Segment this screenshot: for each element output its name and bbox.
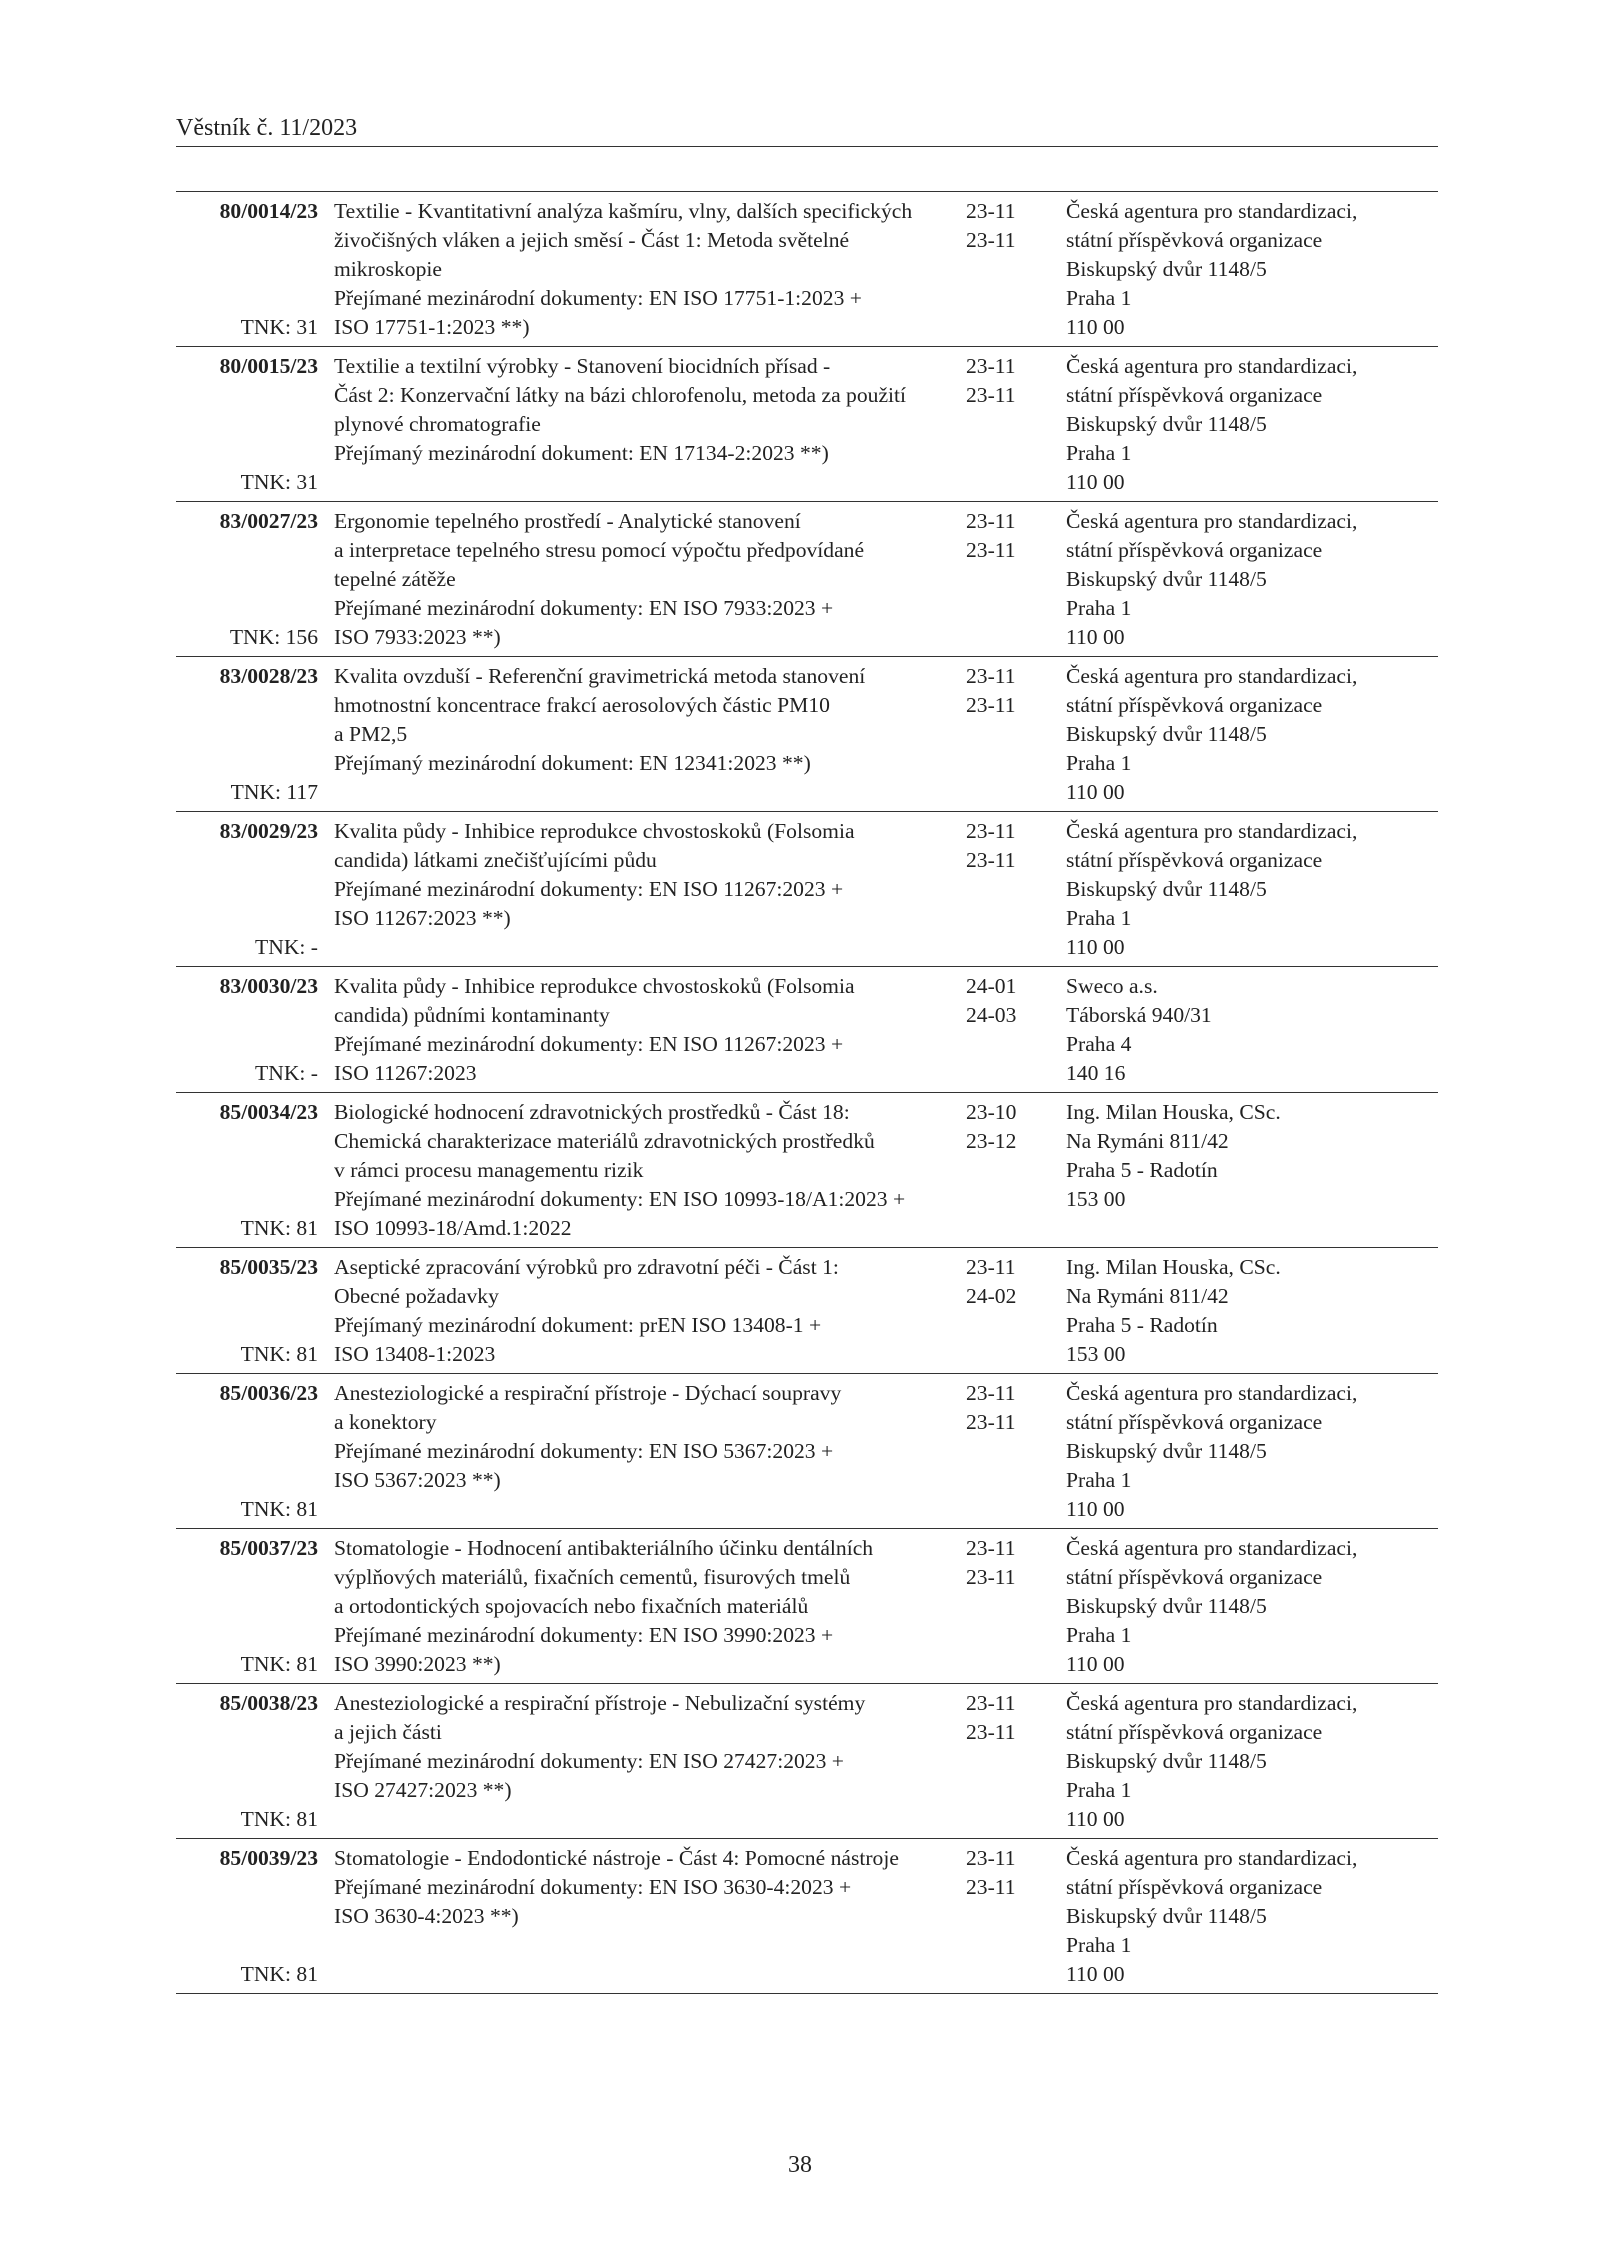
standard-title-line: hmotnostní koncentrace frakcí aerosolových částic PM10	[334, 693, 830, 717]
table-row	[176, 812, 1438, 967]
standard-title-line: a konektory	[334, 1410, 437, 1434]
standard-title-line: Přejímané mezinárodní dokumenty: EN ISO 7933:2023 +	[334, 596, 834, 620]
processor-address-line: Česká agentura pro standardizaci,	[1066, 1381, 1358, 1405]
schedule-dates-line: 23-11	[966, 1691, 1016, 1715]
project-code: 85/0038/23	[219, 1691, 318, 1715]
processor-address-line: Biskupský dvůr 1148/5	[1066, 722, 1267, 746]
schedule-dates-line: 23-11	[966, 1720, 1016, 1744]
standard-title-line: Přejímané mezinárodní dokumenty: EN ISO 3630-4:2023 +	[334, 1875, 852, 1899]
standard-title-line: Aseptické zpracování výrobků pro zdravotní péči - Část 1:	[334, 1255, 839, 1279]
processor-address-line: 110 00	[1066, 935, 1125, 959]
schedule-dates-line: 24-01	[966, 974, 1017, 998]
standard-title-line: Textilie - Kvantitativní analýza kašmíru, vlny, dalších specifických	[334, 199, 913, 223]
processor-address-line: Česká agentura pro standardizaci,	[1066, 199, 1358, 223]
processor-address-line: 110 00	[1066, 780, 1125, 804]
schedule-dates	[966, 1844, 1066, 1989]
processor-address-line: státní příspěvková organizace	[1066, 383, 1323, 407]
processor-address-line: Česká agentura pro standardizaci,	[1066, 1691, 1358, 1715]
processor-address-line: Biskupský dvůr 1148/5	[1066, 567, 1267, 591]
tnk-number: TNK: 81	[240, 1497, 318, 1521]
schedule-dates-line: 23-11	[966, 819, 1016, 843]
processor-address-line: Praha 5 - Radotín	[1066, 1158, 1218, 1182]
standard-title	[318, 352, 966, 497]
standard-title-line: Část 2: Konzervační látky na bázi chlorofenolu, metoda za použití	[334, 383, 907, 407]
processor-address-line: státní příspěvková organizace	[1066, 1875, 1323, 1899]
processor-address-line: Ing. Milan Houska, CSc.	[1066, 1100, 1281, 1124]
schedule-dates-line: 23-11	[966, 1536, 1016, 1560]
processor-address-line: Praha 1	[1066, 1468, 1132, 1492]
processor-address-line: Česká agentura pro standardizaci,	[1066, 354, 1358, 378]
standard-title-line: Kvalita půdy - Inhibice reprodukce chvostoskoků (Folsomia	[334, 974, 855, 998]
schedule-dates-line: 23-11	[966, 664, 1016, 688]
tnk-number: TNK: 81	[240, 1652, 318, 1676]
standard-title-line: candida) půdními kontaminanty	[334, 1003, 610, 1027]
schedule-dates	[966, 1253, 1066, 1369]
standard-title-line: Textilie a textilní výrobky - Stanovení biocidních přísad -	[334, 354, 831, 378]
tnk-number: TNK: 117	[230, 780, 318, 804]
processor-address-line: státní příspěvková organizace	[1066, 538, 1323, 562]
processor-address-line: Biskupský dvůr 1148/5	[1066, 1439, 1267, 1463]
schedule-dates-line: 23-11	[966, 509, 1016, 533]
standard-title-line: Anesteziologické a respirační přístroje - Dýchací soupravy	[334, 1381, 842, 1405]
processor-address-line: 110 00	[1066, 1652, 1125, 1676]
standard-title-line: Přejímaný mezinárodní dokument: EN 17134-2:2023 **)	[334, 441, 829, 465]
processor-address-line: Praha 5 - Radotín	[1066, 1313, 1218, 1337]
schedule-dates-line: 23-11	[966, 538, 1016, 562]
processor-address-line: 110 00	[1066, 1807, 1125, 1831]
standard-title-line: Přejímané mezinárodní dokumenty: EN ISO 10993-18/A1:2023 +	[334, 1187, 906, 1211]
row-identifier	[176, 817, 318, 962]
tnk-number: TNK: 31	[240, 470, 318, 494]
project-code: 85/0037/23	[219, 1536, 318, 1560]
processor-address-line: 140 16	[1066, 1061, 1126, 1085]
schedule-dates-line: 23-10	[966, 1100, 1017, 1124]
schedule-dates	[966, 817, 1066, 962]
schedule-dates	[966, 1689, 1066, 1834]
tnk-number: TNK: -	[255, 1061, 318, 1085]
table-row	[176, 192, 1438, 347]
project-code: 83/0028/23	[219, 664, 318, 688]
schedule-dates-line: 23-11	[966, 1846, 1016, 1870]
standard-title-line: Kvalita půdy - Inhibice reprodukce chvostoskoků (Folsomia	[334, 819, 855, 843]
processor-address-line: Biskupský dvůr 1148/5	[1066, 1749, 1267, 1773]
processor-address-line: 110 00	[1066, 470, 1125, 494]
project-code: 80/0015/23	[219, 354, 318, 378]
standard-title-line: živočišných vláken a jejich směsí - Část 1: Metoda světelné	[334, 228, 850, 252]
schedule-dates-line: 24-03	[966, 1003, 1017, 1027]
processor-address	[1066, 1379, 1438, 1524]
standard-title-line: Přejímané mezinárodní dokumenty: EN ISO 3990:2023 +	[334, 1623, 834, 1647]
processor-address-line: 110 00	[1066, 625, 1125, 649]
standard-title-line: ISO 27427:2023 **)	[334, 1778, 512, 1802]
standard-title-line: ISO 3630-4:2023 **)	[334, 1904, 519, 1928]
standard-title-line: Přejímaný mezinárodní dokument: prEN ISO 13408-1 +	[334, 1313, 822, 1337]
processor-address-line: Česká agentura pro standardizaci,	[1066, 1846, 1358, 1870]
table-row	[176, 1839, 1438, 1994]
standard-title-line: Stomatologie - Endodontické nástroje - Část 4: Pomocné nástroje	[334, 1846, 899, 1870]
processor-address-line: Praha 1	[1066, 1623, 1132, 1647]
standard-title-line: a ortodontických spojovacích nebo fixačních materiálů	[334, 1594, 809, 1618]
processor-address	[1066, 1253, 1438, 1369]
tnk-number: TNK: 81	[240, 1216, 318, 1240]
processor-address-line: Praha 1	[1066, 1933, 1132, 1957]
table-row	[176, 1529, 1438, 1684]
table-row	[176, 347, 1438, 502]
page-number: 38	[788, 2152, 812, 2178]
standard-title-line: výplňových materiálů, fixačních cementů, fisurových tmelů	[334, 1565, 851, 1589]
project-code: 85/0039/23	[219, 1846, 318, 1870]
schedule-dates-line: 23-11	[966, 1410, 1016, 1434]
row-identifier	[176, 352, 318, 497]
standard-title-line: Chemická charakterizace materiálů zdravotnických prostředků	[334, 1129, 875, 1153]
standard-title	[318, 1844, 966, 1989]
standard-title-line: Ergonomie tepelného prostředí - Analytické stanovení	[334, 509, 801, 533]
processor-address-line: Biskupský dvůr 1148/5	[1066, 412, 1267, 436]
standard-title-line: a jejich části	[334, 1720, 442, 1744]
standard-title-line: Přejímané mezinárodní dokumenty: EN ISO 17751-1:2023 +	[334, 286, 862, 310]
table-row	[176, 1374, 1438, 1529]
processor-address-line: Táborská 940/31	[1066, 1003, 1212, 1027]
schedule-dates-line: 23-11	[966, 354, 1016, 378]
standard-title-line: Obecné požadavky	[334, 1284, 499, 1308]
schedule-dates	[966, 1379, 1066, 1524]
row-identifier	[176, 1534, 318, 1679]
schedule-dates-line: 23-11	[966, 848, 1016, 872]
processor-address	[1066, 817, 1438, 962]
schedule-dates-line: 23-12	[966, 1129, 1017, 1153]
table-row	[176, 1684, 1438, 1839]
standard-title-line: Biologické hodnocení zdravotnických prostředků - Část 18:	[334, 1100, 850, 1124]
standard-title-line: ISO 7933:2023 **)	[334, 625, 501, 649]
processor-address-line: 110 00	[1066, 315, 1125, 339]
row-identifier	[176, 1098, 318, 1243]
processor-address	[1066, 1534, 1438, 1679]
standard-title	[318, 1253, 966, 1369]
project-code: 83/0029/23	[219, 819, 318, 843]
row-identifier	[176, 662, 318, 807]
schedule-dates-line: 23-11	[966, 199, 1016, 223]
standard-title-line: Přejímané mezinárodní dokumenty: EN ISO 11267:2023 +	[334, 1032, 844, 1056]
standard-title-line: v rámci procesu managementu rizik	[334, 1158, 644, 1182]
schedule-dates-line: 23-11	[966, 1875, 1016, 1899]
processor-address-line: Praha 1	[1066, 906, 1132, 930]
standard-title-line: a PM2,5	[334, 722, 408, 746]
processor-address-line: Česká agentura pro standardizaci,	[1066, 819, 1358, 843]
tnk-number: TNK: -	[255, 935, 318, 959]
standard-title-line: Přejímané mezinárodní dokumenty: EN ISO 11267:2023 +	[334, 877, 844, 901]
standard-title-line: Přejímané mezinárodní dokumenty: EN ISO 5367:2023 +	[334, 1439, 834, 1463]
schedule-dates-line: 23-11	[966, 1565, 1016, 1589]
page-header: Věstník č. 11/2023	[176, 115, 358, 141]
processor-address-line: Praha 1	[1066, 751, 1132, 775]
processor-address-line: Na Rymáni 811/42	[1066, 1129, 1229, 1153]
project-code: 80/0014/23	[219, 199, 318, 223]
schedule-dates	[966, 662, 1066, 807]
processor-address-line: Česká agentura pro standardizaci,	[1066, 664, 1358, 688]
row-identifier	[176, 972, 318, 1088]
row-identifier	[176, 197, 318, 342]
schedule-dates-line: 24-02	[966, 1284, 1017, 1308]
row-identifier	[176, 507, 318, 652]
processor-address-line: státní příspěvková organizace	[1066, 1410, 1323, 1434]
schedule-dates-line: 23-11	[966, 383, 1016, 407]
standard-title-line: Anesteziologické a respirační přístroje - Nebulizační systémy	[334, 1691, 866, 1715]
table-row	[176, 967, 1438, 1093]
schedule-dates	[966, 1098, 1066, 1243]
processor-address-line: státní příspěvková organizace	[1066, 228, 1323, 252]
project-code: 85/0034/23	[219, 1100, 318, 1124]
processor-address-line: 153 00	[1066, 1342, 1126, 1366]
processor-address-line: Praha 1	[1066, 286, 1132, 310]
project-code: 83/0027/23	[219, 509, 318, 533]
project-code: 85/0036/23	[219, 1381, 318, 1405]
row-identifier	[176, 1689, 318, 1834]
standards-table	[176, 191, 1438, 1994]
standard-title-line: ISO 11267:2023 **)	[334, 906, 511, 930]
processor-address-line: Praha 1	[1066, 596, 1132, 620]
standard-title-line: Kvalita ovzduší - Referenční gravimetrická metoda stanovení	[334, 664, 866, 688]
processor-address-line: 110 00	[1066, 1497, 1125, 1521]
tnk-number: TNK: 81	[240, 1807, 318, 1831]
processor-address	[1066, 1689, 1438, 1834]
schedule-dates-line: 23-11	[966, 693, 1016, 717]
schedule-dates	[966, 352, 1066, 497]
table-row	[176, 657, 1438, 812]
processor-address	[1066, 197, 1438, 342]
processor-address-line: Praha 1	[1066, 1778, 1132, 1802]
table-row	[176, 1093, 1438, 1248]
schedule-dates	[966, 197, 1066, 342]
processor-address-line: Ing. Milan Houska, CSc.	[1066, 1255, 1281, 1279]
project-code: 83/0030/23	[219, 974, 318, 998]
standard-title-line: mikroskopie	[334, 257, 442, 281]
schedule-dates-line: 23-11	[966, 1255, 1016, 1279]
processor-address-line: Česká agentura pro standardizaci,	[1066, 1536, 1358, 1560]
standard-title-line: Přejímané mezinárodní dokumenty: EN ISO 27427:2023 +	[334, 1749, 844, 1773]
schedule-dates	[966, 972, 1066, 1088]
standard-title	[318, 662, 966, 807]
standard-title-line: ISO 3990:2023 **)	[334, 1652, 501, 1676]
processor-address-line: Praha 4	[1066, 1032, 1132, 1056]
processor-address-line: státní příspěvková organizace	[1066, 1565, 1323, 1589]
schedule-dates	[966, 507, 1066, 652]
standard-title-line: a interpretace tepelného stresu pomocí výpočtu předpovídané	[334, 538, 865, 562]
processor-address-line: Biskupský dvůr 1148/5	[1066, 1594, 1267, 1618]
processor-address	[1066, 352, 1438, 497]
standard-title-line: ISO 17751-1:2023 **)	[334, 315, 530, 339]
processor-address-line: státní příspěvková organizace	[1066, 1720, 1323, 1744]
standard-title-line: Stomatologie - Hodnocení antibakteriálního účinku dentálních	[334, 1536, 874, 1560]
processor-address-line: Biskupský dvůr 1148/5	[1066, 257, 1267, 281]
processor-address-line: 153 00	[1066, 1187, 1126, 1211]
processor-address	[1066, 507, 1438, 652]
processor-address-line: 110 00	[1066, 1962, 1125, 1986]
tnk-number: TNK: 156	[229, 625, 318, 649]
schedule-dates-line: 23-11	[966, 228, 1016, 252]
row-identifier	[176, 1253, 318, 1369]
standard-title-line: ISO 13408-1:2023	[334, 1342, 496, 1366]
processor-address	[1066, 972, 1438, 1088]
processor-address-line: státní příspěvková organizace	[1066, 693, 1323, 717]
standard-title-line: ISO 11267:2023	[334, 1061, 477, 1085]
standard-title-line: tepelné zátěže	[334, 567, 456, 591]
standard-title-line: Přejímaný mezinárodní dokument: EN 12341:2023 **)	[334, 751, 811, 775]
table-row	[176, 1248, 1438, 1374]
processor-address-line: Biskupský dvůr 1148/5	[1066, 877, 1267, 901]
standard-title	[318, 197, 966, 342]
project-code: 85/0035/23	[219, 1255, 318, 1279]
processor-address-line: státní příspěvková organizace	[1066, 848, 1323, 872]
standard-title	[318, 1098, 966, 1243]
standard-title-line: ISO 5367:2023 **)	[334, 1468, 501, 1492]
tnk-number: TNK: 31	[240, 315, 318, 339]
processor-address-line: Česká agentura pro standardizaci,	[1066, 509, 1358, 533]
processor-address-line: Praha 1	[1066, 441, 1132, 465]
processor-address-line: Na Rymáni 811/42	[1066, 1284, 1229, 1308]
standard-title-line: ISO 10993-18/Amd.1:2022	[334, 1216, 572, 1240]
row-identifier	[176, 1844, 318, 1989]
schedule-dates	[966, 1534, 1066, 1679]
standard-title	[318, 1689, 966, 1834]
standard-title	[318, 507, 966, 652]
processor-address	[1066, 1098, 1438, 1243]
schedule-dates-line: 23-11	[966, 1381, 1016, 1405]
standard-title-line: candida) látkami znečišťujícími půdu	[334, 848, 657, 872]
processor-address-line: Biskupský dvůr 1148/5	[1066, 1904, 1267, 1928]
processor-address	[1066, 662, 1438, 807]
processor-address-line: Sweco a.s.	[1066, 974, 1158, 998]
tnk-number: TNK: 81	[240, 1342, 318, 1366]
standard-title	[318, 1534, 966, 1679]
table-row	[176, 502, 1438, 657]
row-identifier	[176, 1379, 318, 1524]
processor-address	[1066, 1844, 1438, 1989]
standard-title-line: plynové chromatografie	[334, 412, 541, 436]
tnk-number: TNK: 81	[240, 1962, 318, 1986]
standard-title	[318, 972, 966, 1088]
standard-title	[318, 1379, 966, 1524]
header-divider	[176, 146, 1438, 147]
standard-title	[318, 817, 966, 962]
